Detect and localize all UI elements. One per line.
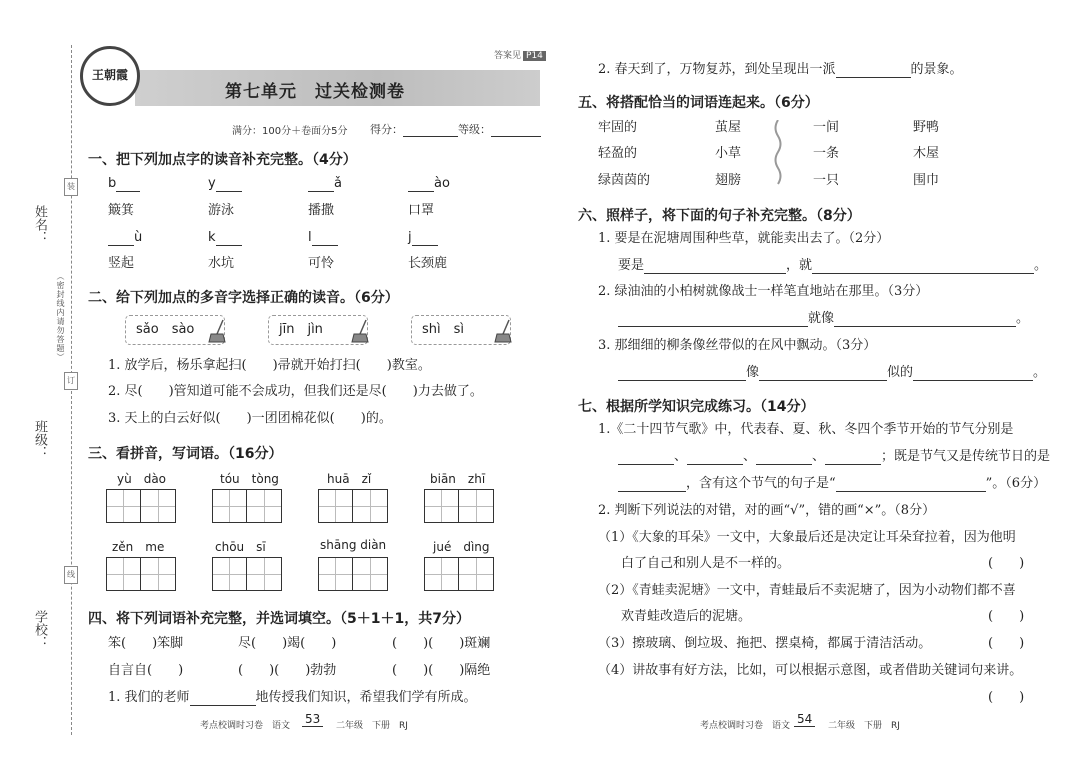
seal-mark: 装 <box>64 178 78 196</box>
idiom-blank[interactable]: 笨( )笨脚 <box>108 636 184 651</box>
q3-pinyin: tóu tòng <box>220 472 279 486</box>
writing-grid[interactable] <box>106 489 176 523</box>
match-word[interactable]: 一条 <box>813 146 840 161</box>
pinyin-blank[interactable]: ào <box>408 176 450 192</box>
judge-item: （1）《大象的耳朵》一文中，大象最后还是决定让耳朵耷拉着，因为他明 <box>598 530 1016 545</box>
fill-blank[interactable] <box>618 451 674 465</box>
broom-icon <box>207 318 229 344</box>
q7-answer-line: 、 、 、 ；既是节气又是传统节日的是 <box>618 449 1050 465</box>
q1-word: 水坑 <box>208 256 235 271</box>
q6-heading: 六、照样子，将下面的句子补充完整。（8分） <box>578 208 861 224</box>
idiom-blank[interactable]: ( )( )隔绝 <box>392 663 491 678</box>
pinyin-blank[interactable]: ù <box>108 230 142 246</box>
idiom-blank[interactable]: ( )( )勃勃 <box>238 663 337 678</box>
fill-blank[interactable] <box>759 367 887 381</box>
fill-blank[interactable] <box>618 313 808 327</box>
writing-grid[interactable] <box>106 557 176 591</box>
school-label: 学校： <box>32 610 47 649</box>
idiom-blank[interactable]: ( )( )斑斓 <box>392 636 491 651</box>
judge-item: （3）擦玻璃、倒垃圾、拖把、摆桌椅，都属于清洁活动。 <box>598 636 932 651</box>
q1-word: 簸箕 <box>108 203 135 218</box>
judge-paren[interactable]: ( ) <box>988 609 1025 624</box>
seal-mark: 线 <box>64 566 78 584</box>
fill-blank[interactable] <box>644 260 786 274</box>
fill-blank[interactable] <box>913 367 1033 381</box>
pinyin-blank[interactable]: j <box>408 230 438 246</box>
judge-paren[interactable]: ( ) <box>988 636 1025 651</box>
match-word[interactable]: 一只 <box>813 173 840 188</box>
writing-grid[interactable] <box>212 557 282 591</box>
q6-example: 3. 那细细的柳条像丝带似的在风中飘动。（3分） <box>598 338 877 353</box>
broom-icon <box>493 318 515 344</box>
grade-field[interactable]: 等级： <box>458 121 541 137</box>
score-field[interactable]: 得分： <box>370 121 458 137</box>
q3-pinyin: chōu sī <box>215 540 266 554</box>
match-word[interactable]: 茧屋 <box>715 120 742 135</box>
judge-paren[interactable]: ( ) <box>988 556 1025 571</box>
answer-page-badge: P14 <box>523 51 546 61</box>
q1-heading: 一、把下列加点字的读音补充完整。（4分） <box>88 152 357 168</box>
match-word[interactable]: 绿茵茵的 <box>598 173 651 188</box>
idiom-blank[interactable]: 自言自( ) <box>108 663 184 678</box>
logo <box>80 46 140 106</box>
idiom-blank[interactable]: 尽( )竭( ) <box>238 636 337 651</box>
footer-right-grade: 二年级 下册 RJ <box>828 721 900 731</box>
judge-paren[interactable]: ( ) <box>988 690 1025 705</box>
judge-item: 欢青蛙改造后的泥塘。 <box>621 609 752 624</box>
page-number: 54 <box>794 712 815 727</box>
q6-example: 2. 绿油油的小柏树就像战士一样笔直地站在那里。（3分） <box>598 284 929 299</box>
q3-pinyin: jué dìng <box>433 540 490 554</box>
writing-grid[interactable] <box>212 489 282 523</box>
fill-blank[interactable] <box>834 313 1016 327</box>
match-word[interactable]: 轻盈的 <box>598 146 638 161</box>
q6-answer-line: 要是 ，就 。 <box>618 258 1048 273</box>
q1-word: 游泳 <box>208 203 235 218</box>
q5-heading: 五、将搭配恰当的词语连起来。（6分） <box>578 95 819 111</box>
footer-left: 考点校调时习卷 语文 <box>200 721 291 731</box>
match-word[interactable]: 一间 <box>813 120 840 135</box>
fill-blank[interactable] <box>836 478 986 492</box>
q1-word: 口罩 <box>408 203 435 218</box>
q2-item: 1. 放学后，杨乐拿起扫( )帚就开始打扫( )教室。 <box>108 358 431 373</box>
q3-pinyin: shāng diàn <box>320 538 387 552</box>
fill-blank[interactable] <box>190 692 256 706</box>
seal-mark: 订 <box>64 372 78 390</box>
match-word[interactable]: 围巾 <box>913 173 940 188</box>
match-word[interactable]: 翅膀 <box>715 173 742 188</box>
fill-sentence: 2. 春天到了，万物复苏，到处呈现出一派 的景象。 <box>598 62 963 77</box>
seal-note: （密封线内请勿答题） <box>56 272 65 362</box>
fill-sentence: 1. 我们的老师 地传授我们知识，希望我们学有所成。 <box>108 690 477 705</box>
judge-item: 白了自己和别人是不一样的。 <box>621 556 791 571</box>
q6-example: 1. 要是在泥塘周围种些草，就能卖出去了。（2分） <box>598 231 890 246</box>
q3-heading: 三、看拼音，写词语。（16分） <box>88 446 283 462</box>
pinyin-blank[interactable]: l <box>308 230 338 246</box>
score-info: 满分：100分＋卷面分5分 <box>232 126 348 137</box>
broom-icon <box>350 318 372 344</box>
pinyin-blank[interactable]: ǎ <box>308 176 342 192</box>
writing-grid[interactable] <box>318 489 388 523</box>
pinyin-blank[interactable]: k <box>208 230 242 246</box>
q1-word: 播撒 <box>308 203 335 218</box>
q2-item: 3. 天上的白云好似( )一团团棉花似( )的。 <box>108 411 392 426</box>
seal-line <box>71 45 72 735</box>
pinyin-blank[interactable]: y <box>208 176 242 192</box>
writing-grid[interactable] <box>318 557 388 591</box>
q6-answer-line: 像 似的 。 <box>618 365 1046 381</box>
q2-heading: 二、给下列加点的多音字选择正确的读音。（6分） <box>88 290 399 306</box>
name-label: 姓名： <box>32 205 47 244</box>
match-word[interactable]: 小草 <box>715 146 742 161</box>
fill-blank[interactable] <box>756 451 812 465</box>
vine-divider-icon <box>773 120 783 190</box>
q7-text: 2. 判断下列说法的对错，对的画“√”，错的画“×”。（8分） <box>598 503 936 518</box>
match-word[interactable]: 野鸭 <box>913 120 940 135</box>
q7-answer-line: ，含有这个节气的句子是“ ”。（6分） <box>618 476 1046 492</box>
match-word[interactable]: 木屋 <box>913 146 940 161</box>
q4-heading: 四、将下列词语补充完整，并选词填空。（5＋1＋1，共7分） <box>88 611 470 627</box>
q2-item: 2. 尽( )管知道可能不会成功，但我们还是尽( )力去做了。 <box>108 384 483 399</box>
q7-text: 1.《二十四节气歌》中，代表春、夏、秋、冬四个季节开始的节气分别是 <box>598 422 1014 437</box>
q3-pinyin: biān zhī <box>430 472 486 486</box>
page-number: 53 <box>302 712 323 727</box>
q1-word: 竖起 <box>108 256 135 271</box>
pinyin-blank[interactable]: b <box>108 176 140 192</box>
match-word[interactable]: 牢固的 <box>598 120 638 135</box>
q1-word: 长颈鹿 <box>408 256 448 271</box>
fill-blank[interactable] <box>618 367 746 381</box>
writing-grid[interactable] <box>424 489 494 523</box>
polyphone-options: jīn jìn <box>268 315 368 345</box>
q1-word: 可怜 <box>308 256 335 271</box>
fill-blank[interactable] <box>687 451 743 465</box>
fill-blank[interactable] <box>812 260 1034 274</box>
polyphone-options: sǎo sào <box>125 315 225 345</box>
fill-blank[interactable] <box>825 451 881 465</box>
q3-pinyin: huā zǐ <box>327 472 372 486</box>
q6-answer-line: 就像 。 <box>618 311 1029 327</box>
judge-item: （2）《青蛙卖泥塘》一文中，青蛙最后不卖泥塘了，因为小动物们都不喜 <box>598 583 1016 598</box>
judge-item: （4）讲故事有好方法，比如，可以根据示意图，或者借助关键词句来讲。 <box>598 663 1023 678</box>
footer-right: 考点校调时习卷 语文 <box>700 721 791 731</box>
fill-blank[interactable] <box>618 478 686 492</box>
q3-pinyin: yù dào <box>117 472 167 486</box>
page-title: 第七单元 过关检测卷 <box>225 82 405 102</box>
fill-blank[interactable] <box>836 64 911 78</box>
q7-heading: 七、根据所学知识完成练习。（14分） <box>578 399 815 415</box>
polyphone-options: shì sì <box>411 315 511 345</box>
logo-text: 王朝霞 <box>92 68 129 82</box>
writing-grid[interactable] <box>424 557 494 591</box>
answer-reference: 答案见 P14 <box>494 48 546 61</box>
class-label: 班级： <box>32 420 47 459</box>
footer-left-grade: 二年级 下册 RJ <box>336 721 408 731</box>
q3-pinyin: zěn me <box>112 540 165 554</box>
